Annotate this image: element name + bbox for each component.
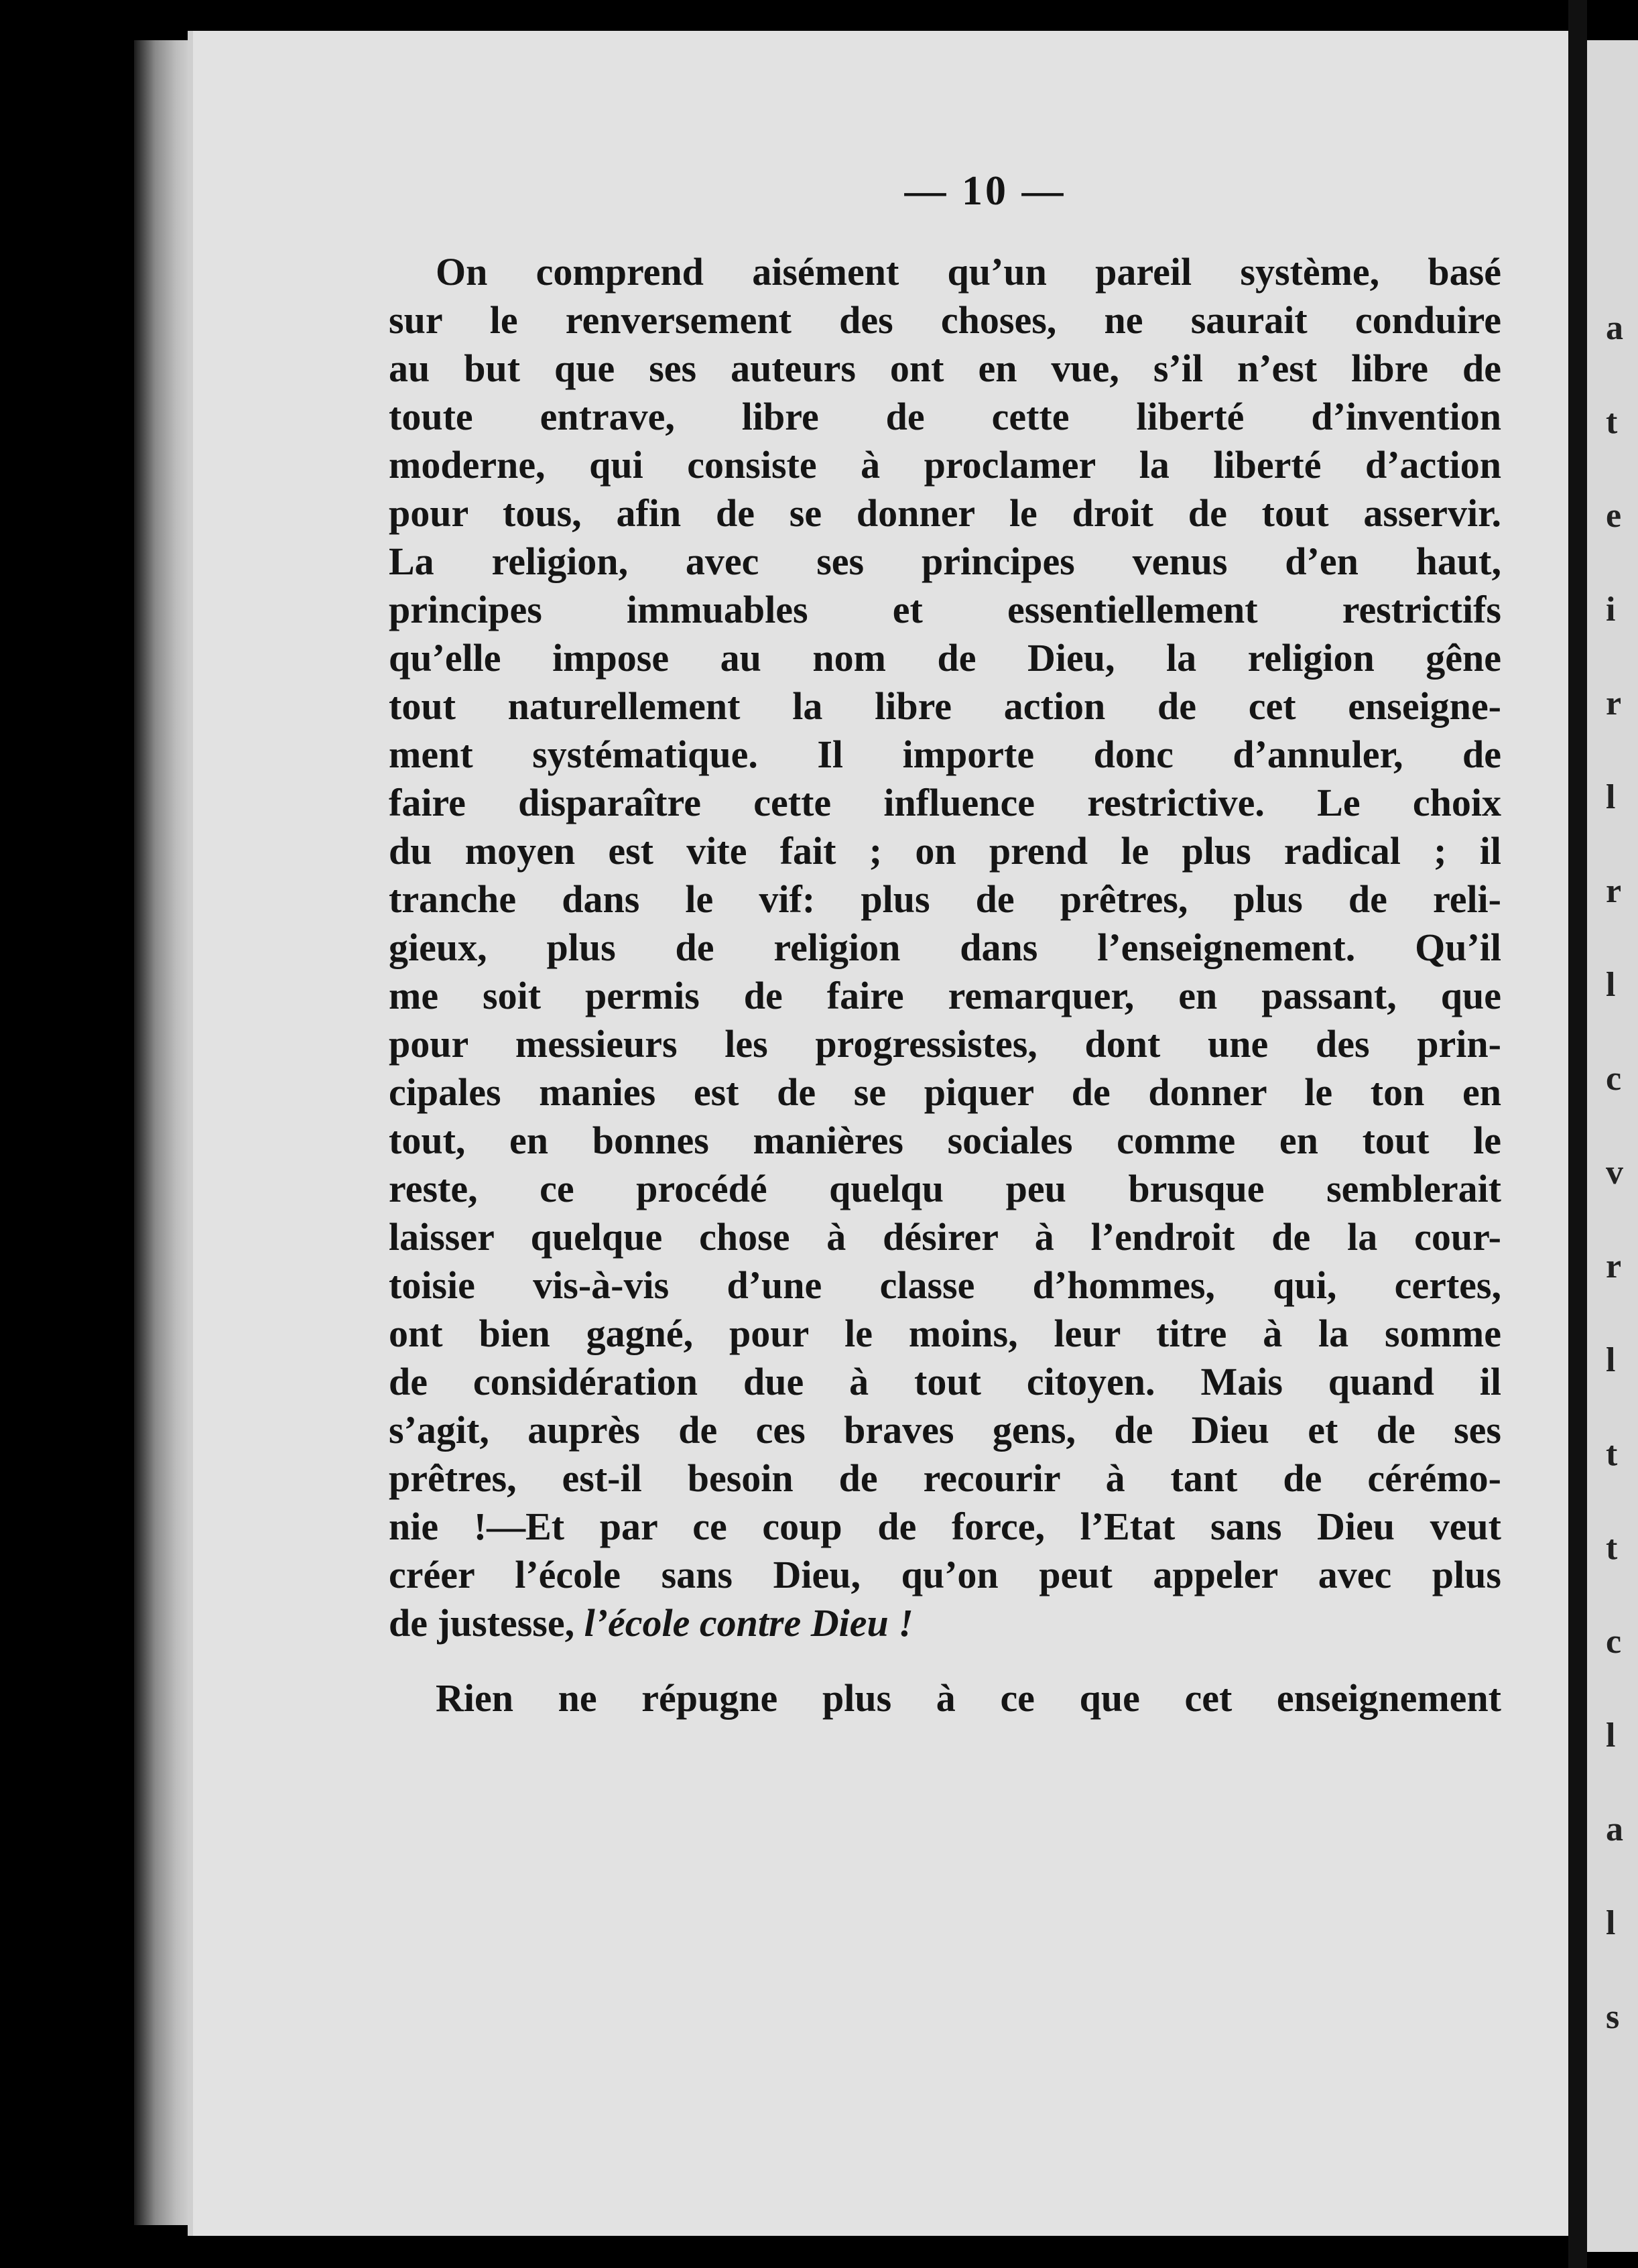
- facing-page-letter: r: [1606, 684, 1622, 722]
- facing-page-letter: a: [1606, 309, 1623, 347]
- text-line: On comprend aisément qu’un pareil système, basé: [436, 250, 1501, 294]
- text-line: du moyen est vite fait ; on prend le plus radical ; il: [389, 829, 1501, 873]
- text-line: qu’elle impose au nom de Dieu, la religion gêne: [389, 636, 1501, 680]
- text-line: La religion, avec ses principes venus d’en haut,: [389, 540, 1501, 583]
- text-line: principes immuables et essentiellement restrictifs: [389, 588, 1501, 631]
- facing-page-letter: r: [1606, 1247, 1622, 1285]
- text-line: nie !—Et par ce coup de force, l’Etat sans Dieu veut: [389, 1505, 1501, 1548]
- facing-page-letter: r: [1606, 872, 1622, 910]
- paragraph-1: [389, 248, 1501, 1599]
- last-line-prefix: de justesse,: [389, 1601, 584, 1645]
- text-line: au but que ses auteurs ont en vue, s’il n’est libre de: [389, 346, 1501, 390]
- text-line: reste, ce procédé quelqu peu brusque semblerait: [389, 1167, 1501, 1210]
- facing-page-letter: l: [1606, 1716, 1616, 1755]
- facing-page-letter: t: [1606, 403, 1618, 441]
- text-line: gieux, plus de religion dans l’enseignement. Qu’il: [389, 926, 1501, 969]
- text-line: me soit permis de faire remarquer, en passant, que: [389, 974, 1501, 1017]
- facing-page-letter: i: [1606, 590, 1616, 629]
- paragraph-2: [389, 1674, 1501, 1722]
- facing-page-letter: v: [1606, 1153, 1623, 1192]
- facing-page-letter: l: [1606, 1341, 1616, 1379]
- facing-page-letter: c: [1606, 1623, 1622, 1661]
- text-line: toute entrave, libre de cette liberté d’invention: [389, 395, 1501, 438]
- page-edge: [134, 40, 194, 2225]
- facing-page-letter: l: [1606, 1904, 1616, 1942]
- text-line: de considération due à tout citoyen. Mais quand il: [389, 1360, 1501, 1403]
- facing-page-letter: a: [1606, 1810, 1623, 1848]
- paragraph-1-last-line: [389, 1599, 1501, 1647]
- text-line: pour tous, afin de se donner le droit de tout asservir.: [389, 491, 1501, 535]
- text-line: faire disparaître cette influence restrictive. Le choix: [389, 781, 1501, 824]
- facing-page-letter: l: [1606, 966, 1616, 1004]
- page-number: — 10 —: [904, 168, 1066, 214]
- text-line: prêtres, est-il besoin de recourir à tant de cérémo-: [389, 1456, 1501, 1500]
- text-line: ment systématique. Il importe donc d’annuler, de: [389, 733, 1501, 776]
- body-text: [389, 248, 1501, 1722]
- facing-page-letter: l: [1606, 778, 1616, 816]
- text-line: Rien ne répugne plus à ce que cet enseignement: [436, 1676, 1501, 1720]
- italic-phrase: l’école contre Dieu !: [584, 1601, 914, 1645]
- text-line: sur le renversement des choses, ne saurait conduire: [389, 298, 1501, 342]
- text-line: moderne, qui consiste à proclamer la liberté d’action: [389, 443, 1501, 487]
- facing-page-letter: t: [1606, 1435, 1618, 1473]
- text-line: pour messieurs les progressistes, dont une des prin-: [389, 1022, 1501, 1066]
- text-line: laisser quelque chose à désirer à l’endroit de la cour-: [389, 1215, 1501, 1259]
- text-line: tranche dans le vif: plus de prêtres, plus de reli-: [389, 877, 1501, 921]
- text-line: tout, en bonnes manières sociales comme en tout le: [389, 1119, 1501, 1162]
- text-line: créer l’école sans Dieu, qu’on peut appeler avec plus: [389, 1553, 1501, 1596]
- book-binding: [1568, 0, 1587, 2268]
- facing-page-letter: e: [1606, 497, 1622, 535]
- facing-page-letter: c: [1606, 1060, 1622, 1098]
- facing-page-text: [1606, 281, 1638, 2064]
- facing-page-letter: t: [1606, 1529, 1618, 1567]
- text-line: toisie vis-à-vis d’une classe d’hommes, qui, certes,: [389, 1263, 1501, 1307]
- text-line: ont bien gagné, pour le moins, leur titre à la somme: [389, 1312, 1501, 1355]
- facing-page-letter: s: [1606, 1998, 1620, 2036]
- text-line: cipales manies est de se piquer de donner le ton en: [389, 1070, 1501, 1114]
- text-line: tout naturellement la libre action de cet enseigne-: [389, 684, 1501, 728]
- text-line: s’agit, auprès de ces braves gens, de Dieu et de ses: [389, 1408, 1501, 1452]
